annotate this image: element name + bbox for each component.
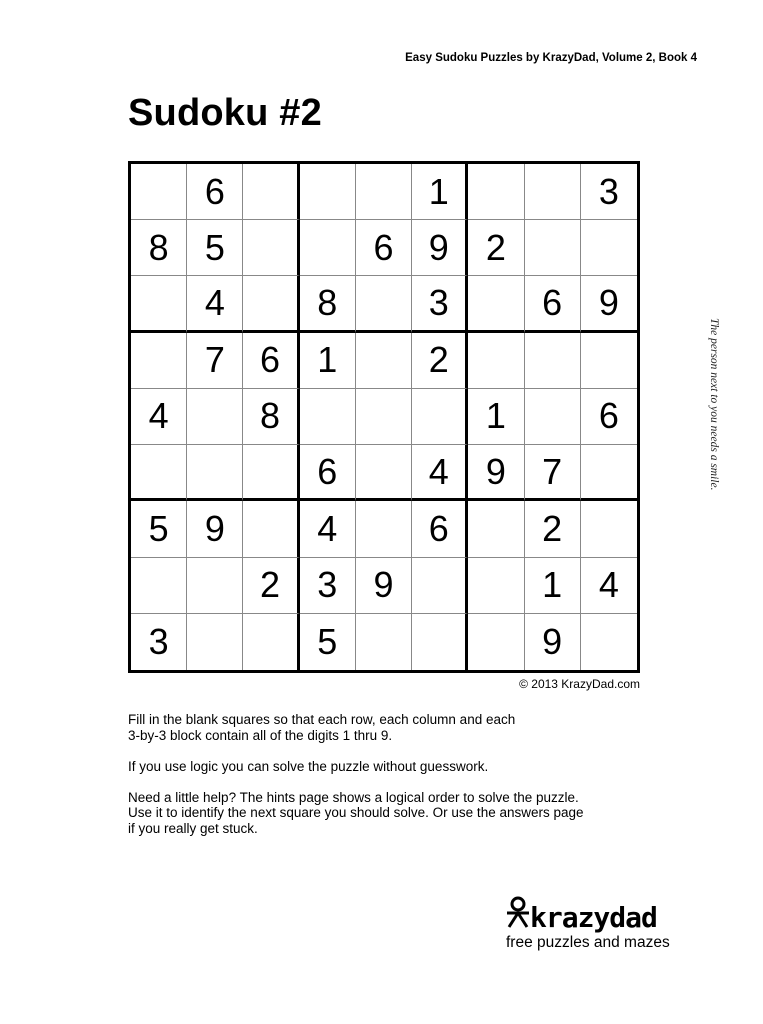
sudoku-cell [356,333,412,389]
logo-wordmark: krazydad [530,901,657,934]
sudoku-cell [356,389,412,445]
sudoku-cell [243,276,299,332]
sudoku-cell [468,333,524,389]
sudoku-cell [187,558,243,614]
sudoku-cell [356,445,412,501]
sudoku-cell: 9 [412,220,468,276]
instructions-help-line-3: if you really get stuck. [128,820,258,836]
sudoku-cell [356,164,412,220]
side-note: The person next to you needs a smile. [708,318,720,491]
logo-tagline: free puzzles and mazes [506,934,670,951]
instructions-logic: If you use logic you can solve the puzzle without guesswork. [128,758,489,774]
sudoku-cell [356,276,412,332]
sudoku-cell: 7 [525,445,581,501]
sudoku-grid [128,161,640,673]
krazydad-stick-figure-icon [506,896,530,933]
sudoku-cell: 4 [581,558,637,614]
sudoku-cell [525,220,581,276]
sudoku-cell: 6 [243,333,299,389]
sudoku-cell: 8 [131,220,187,276]
sudoku-cell: 6 [300,445,356,501]
sudoku-cell: 7 [187,333,243,389]
sudoku-cell [412,558,468,614]
sudoku-cell: 9 [468,445,524,501]
sudoku-cell [581,220,637,276]
sudoku-cell [412,614,468,670]
sudoku-cell [525,164,581,220]
sudoku-cell: 2 [243,558,299,614]
sudoku-cell [243,501,299,557]
instructions-rules-line-1: Fill in the blank squares so that each row, each column and each [128,712,516,727]
sudoku-cell: 5 [300,614,356,670]
sudoku-cell: 9 [525,614,581,670]
sudoku-cell [468,501,524,557]
sudoku-cell: 1 [300,333,356,389]
sudoku-cell: 2 [412,333,468,389]
sudoku-cell [581,333,637,389]
sudoku-cell: 9 [356,558,412,614]
instructions-help [128,790,688,837]
copyright-notice: © 2013 KrazyDad.com [519,677,640,691]
sudoku-cell [525,333,581,389]
sudoku-cell [468,614,524,670]
sudoku-cell: 6 [525,276,581,332]
sudoku-cell [468,164,524,220]
sudoku-cell [131,164,187,220]
sudoku-cell: 5 [131,501,187,557]
sudoku-cell: 5 [187,220,243,276]
instructions-rules [128,712,688,743]
sudoku-cell: 1 [412,164,468,220]
sudoku-cell [581,501,637,557]
sudoku-cell [412,389,468,445]
sudoku-cell [131,445,187,501]
instructions [128,712,688,852]
sudoku-cell: 3 [131,614,187,670]
sudoku-cell: 3 [300,558,356,614]
sudoku-cell: 4 [412,445,468,501]
sudoku-cell [525,389,581,445]
sudoku-cell [581,445,637,501]
sudoku-cell: 1 [468,389,524,445]
sudoku-cell: 2 [468,220,524,276]
sudoku-cell [131,558,187,614]
puzzle-title: Sudoku #2 [128,92,322,134]
instructions-rules-line-2: 3-by-3 block contain all of the digits 1 thru 9. [128,727,393,743]
sudoku-cell [243,445,299,501]
sudoku-cell [131,333,187,389]
sudoku-cell [300,389,356,445]
sudoku-cell: 9 [187,501,243,557]
sudoku-cell: 6 [581,389,637,445]
sudoku-cell: 9 [581,276,637,332]
sudoku-cell: 1 [525,558,581,614]
sudoku-cell [243,220,299,276]
sudoku-cell [356,614,412,670]
sudoku-cell [187,389,243,445]
sudoku-cell: 3 [581,164,637,220]
sudoku-cell [131,276,187,332]
instructions-help-line-1: Need a little help? The hints page shows a logical order to solve the puzzle. [128,789,579,805]
sudoku-cell [356,501,412,557]
sudoku-cell: 4 [187,276,243,332]
sudoku-cell: 4 [131,389,187,445]
sudoku-cell: 6 [187,164,243,220]
sudoku-cell: 8 [243,389,299,445]
sudoku-cell [300,164,356,220]
sudoku-cell [187,614,243,670]
sudoku-cell: 8 [300,276,356,332]
sudoku-cell: 2 [525,501,581,557]
sudoku-cell [243,614,299,670]
instructions-help-line-2: Use it to identify the next square you should solve. Or use the answers page [128,805,584,820]
sudoku-cell: 3 [412,276,468,332]
krazydad-logo [506,896,706,952]
sudoku-cell: 6 [356,220,412,276]
sudoku-cell: 6 [412,501,468,557]
sudoku-cell [581,614,637,670]
header-credit: Easy Sudoku Puzzles by KrazyDad, Volume 2, Book 4 [405,52,697,64]
sudoku-cell [468,558,524,614]
sudoku-cell [468,276,524,332]
sudoku-cell [187,445,243,501]
sudoku-cell [243,164,299,220]
sudoku-cell [300,220,356,276]
sudoku-cell: 4 [300,501,356,557]
